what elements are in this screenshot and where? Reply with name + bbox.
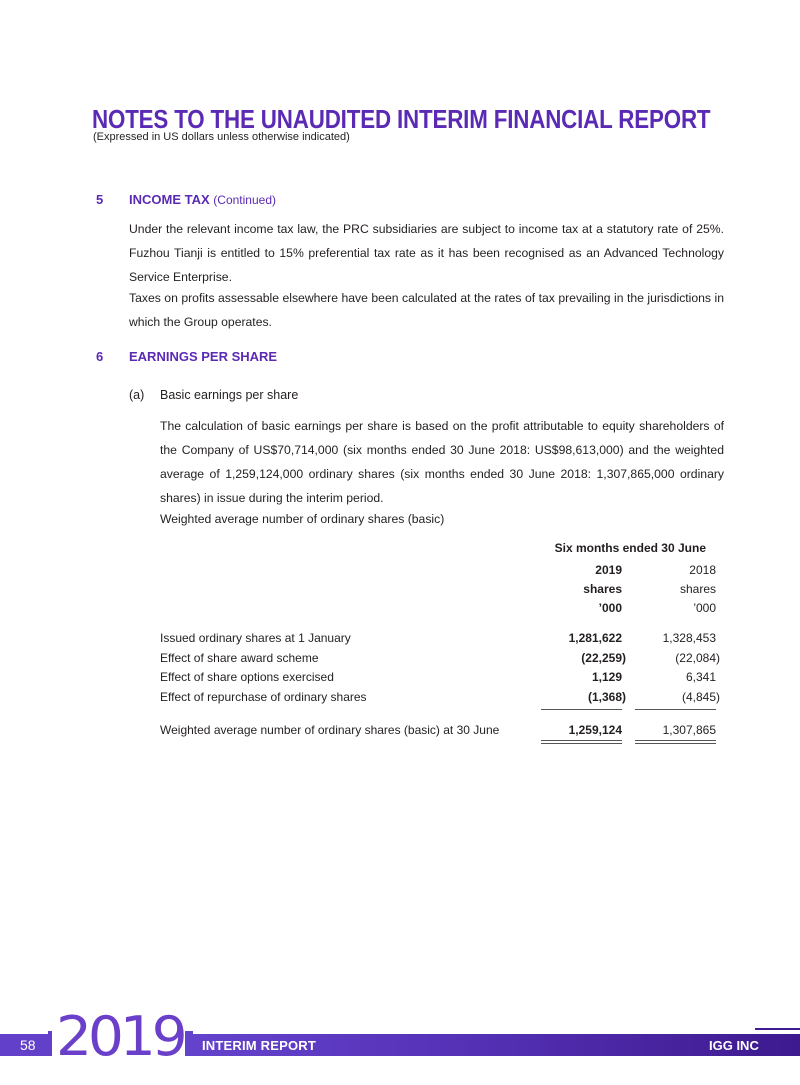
year-logo: 2019 <box>56 1005 184 1068</box>
footer-bar-notch <box>48 1031 52 1056</box>
column-unit-2018: shares <box>679 582 716 596</box>
section-title: EARNINGS PER SHARE <box>129 349 278 364</box>
total-2019: 1,259,124 <box>568 723 622 737</box>
subsection-label: (a) <box>129 388 145 402</box>
total-2018: 1,307,865 <box>662 723 716 737</box>
value-2019: (22,259) <box>581 651 626 665</box>
paragraph: Under the relevant income tax law, the PRC subsidiaries are subject to income tax at a statutory rate of 25%. Fuzhou Tianji is entitled to 15% preferential tax rate as it has been recognised as an Advanced Technology Service Enterprise. <box>129 222 724 284</box>
row-label: Effect of share options exercised <box>160 670 334 684</box>
page-number: 58 <box>20 1037 36 1053</box>
page-subtitle: (Expressed in US dollars unless otherwise indicated) <box>93 131 350 143</box>
page-title: NOTES TO THE UNAUDITED INTERIM FINANCIAL REPORT <box>92 104 711 134</box>
value-2018: 1,328,453 <box>662 631 716 645</box>
column-year-2019: 2019 <box>595 563 622 577</box>
paragraph: Taxes on profits assessable elsewhere have been calculated at the rates of tax prevailing in the jurisdictions in which the Group operates. <box>129 291 724 329</box>
total-double-rule-2019 <box>541 740 622 744</box>
period-header: Six months ended 30 June <box>554 541 706 555</box>
value-2019: 1,129 <box>591 670 622 684</box>
footer-report-title: INTERIM REPORT <box>202 1038 317 1053</box>
column-scale-2019: ’000 <box>598 601 622 615</box>
subtotal-rule-2019 <box>541 709 622 710</box>
value-2018: 6,341 <box>685 670 716 684</box>
value-2018: (22,084) <box>675 651 720 665</box>
column-unit-2019: shares <box>583 582 622 596</box>
subtotal-rule-2018 <box>635 709 716 710</box>
column-scale-2018: ’000 <box>693 601 716 615</box>
section-number: 6 <box>96 349 104 364</box>
subsection-title: Basic earnings per share <box>160 388 299 402</box>
total-label: Weighted average number of ordinary shares (basic) at 30 June <box>160 723 500 737</box>
footer-company-name: IGG INC <box>709 1038 759 1053</box>
row-label: Effect of share award scheme <box>160 651 319 665</box>
row-label: Issued ordinary shares at 1 January <box>160 631 351 645</box>
section-number: 5 <box>96 192 104 207</box>
table-caption: Weighted average number of ordinary shares (basic) <box>160 512 445 526</box>
total-double-rule-2018 <box>635 740 716 744</box>
row-label: Effect of repurchase of ordinary shares <box>160 690 367 704</box>
column-year-2018: 2018 <box>689 563 716 577</box>
section-title <box>129 192 276 207</box>
footer-accent-line <box>755 1028 800 1030</box>
section-title-text: INCOME TAX <box>129 192 210 207</box>
value-2019: (1,368) <box>587 690 626 704</box>
paragraph: The calculation of basic earnings per share is based on the profit attributable to equity shareholders of the Company of US$70,714,000 (six months ended 30 June 2018: US$98,613,000) and the weighted average of 1,259,124,000 ordinary shares (six months ended 30 June 2018: 1,307,865,000 ordinary shares) in issue during the interim period. <box>160 419 724 505</box>
value-2019: 1,281,622 <box>568 631 622 645</box>
section-title-suffix: (Continued) <box>213 193 276 207</box>
value-2018: (4,845) <box>681 690 720 704</box>
